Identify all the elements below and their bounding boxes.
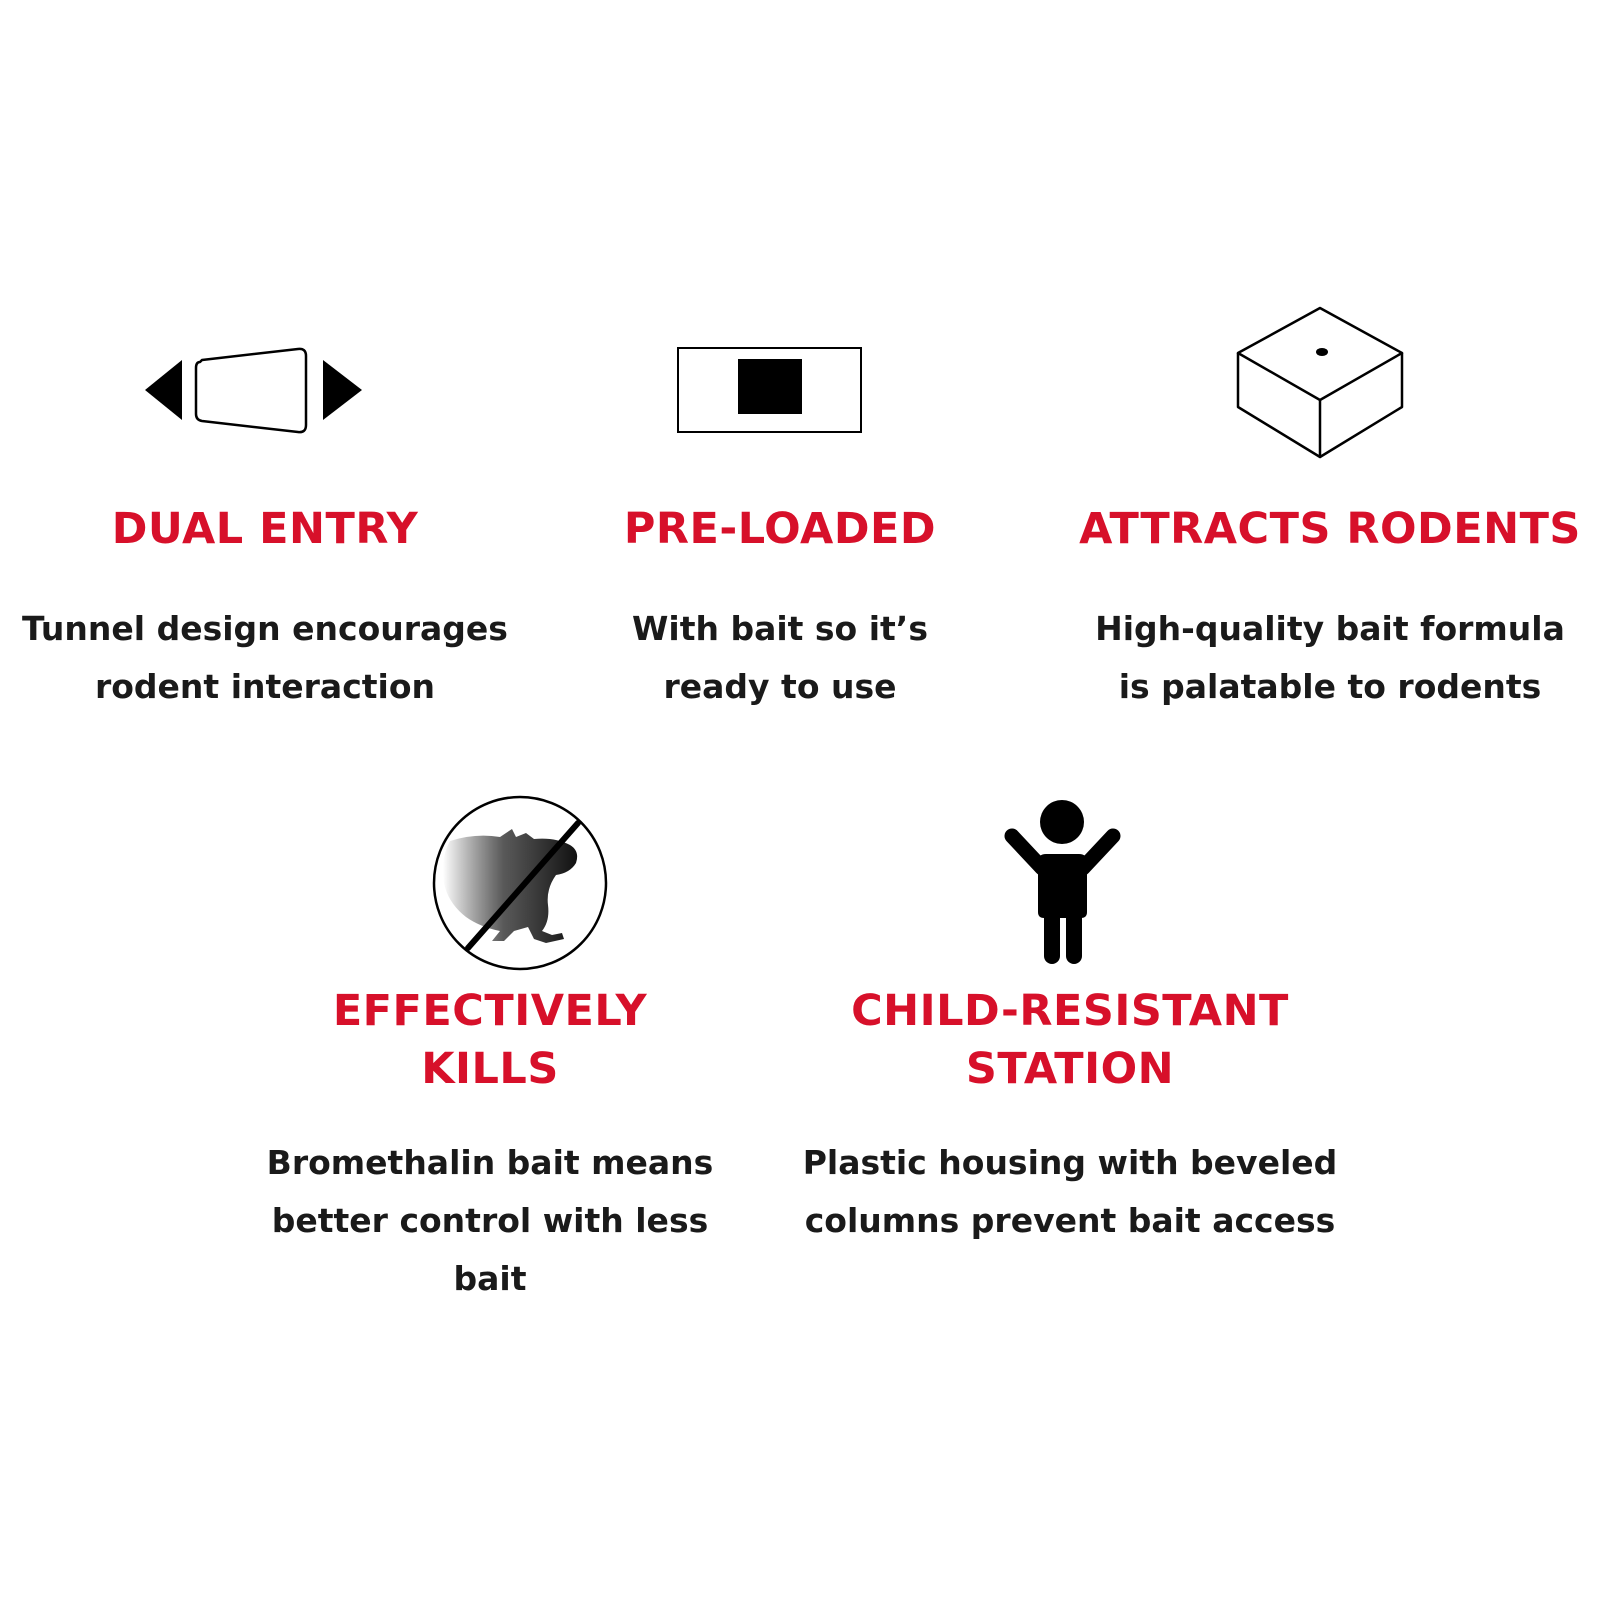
feature-title: EFFECTIVELY KILLS <box>332 986 648 1094</box>
feature-description: With bait so it’s ready to use <box>631 609 928 706</box>
feature-title: PRE-LOADED <box>623 504 937 554</box>
feature-child-resistant-station <box>790 780 1350 1300</box>
child-icon <box>1000 798 1125 968</box>
feature-title: CHILD-RESISTANT STATION <box>851 986 1289 1094</box>
feature-effectively-kills <box>230 780 750 1300</box>
feature-description: Bromethalin bait means better control with less bait <box>266 1143 714 1298</box>
feature-pre-loaded <box>530 0 1030 800</box>
feature-description: Plastic housing with beveled columns prevent bait access <box>802 1143 1338 1240</box>
feature-description: High-quality bait formula is palatable to rodents <box>1095 609 1565 706</box>
feature-title: ATTRACTS RODENTS <box>1079 504 1581 554</box>
feature-description: Tunnel design encourages rodent interaction <box>22 609 508 706</box>
feature-attracts-rodents <box>1060 0 1600 800</box>
no-rat-icon <box>430 793 610 973</box>
bait-tray-icon <box>675 345 865 435</box>
feature-title: DUAL ENTRY <box>111 504 419 554</box>
tunnel-arrows-icon <box>140 340 370 440</box>
feature-dual-entry <box>15 0 515 800</box>
bait-block-icon <box>1235 305 1410 465</box>
